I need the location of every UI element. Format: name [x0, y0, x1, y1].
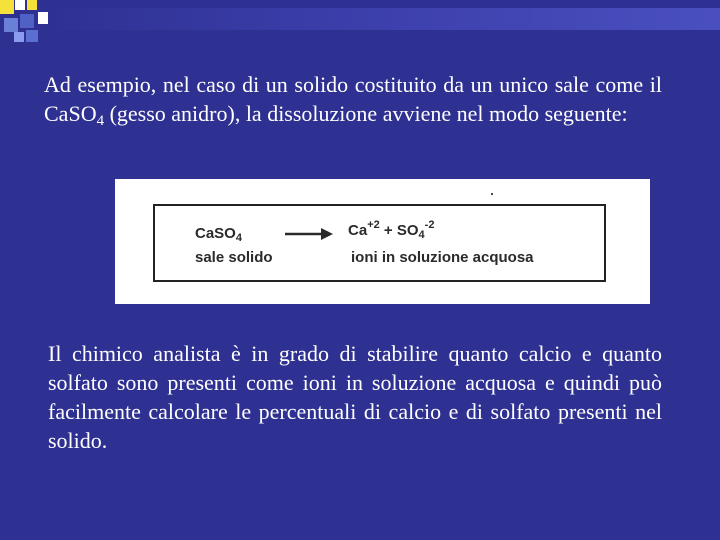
intro-text-after: (gesso anidro), la dissoluzione avviene nel modo seguente:: [104, 101, 628, 126]
analysis-paragraph: Il chimico analista è in grado di stabilire quanto calcio e quanto solfato sono presenti come ioni in soluzione acquosa e quindi può facilmente calcolare le percentuali di calcio e di solfato presenti nel solido.: [48, 341, 662, 453]
dissolution-figure: [115, 179, 650, 304]
decor-square: [4, 18, 18, 32]
anion-charge: -2: [424, 219, 435, 231]
title-band: [48, 8, 720, 30]
decor-square: [27, 0, 37, 10]
right-arrow-icon: [285, 226, 333, 242]
plus-sign: +: [379, 222, 397, 239]
anion-main: SO: [396, 222, 419, 239]
products-formula: [348, 219, 435, 241]
intro-text-before: Ad esempio, nel caso di un solido costituito da un unico sale come il Ca: [44, 72, 662, 126]
cation-charge: +2: [367, 219, 380, 231]
decor-square: [20, 14, 34, 28]
reactant-main: CaSO: [195, 225, 236, 242]
decor-square: [14, 32, 24, 42]
figure-frame: [153, 204, 606, 282]
scan-dot: [491, 193, 493, 195]
decor-square: [15, 0, 25, 10]
formula-main: SO: [68, 101, 97, 126]
cation: Ca: [348, 222, 368, 239]
reactant-label: sale solido: [195, 249, 273, 266]
intro-paragraph: [44, 70, 662, 128]
reactant-formula: [195, 225, 242, 242]
products-label: ioni in soluzione acquosa: [351, 249, 534, 266]
decor-square: [26, 30, 38, 42]
anion-subscript: 4: [418, 229, 425, 241]
decor-square: [0, 0, 14, 14]
reactant-subscript: 4: [235, 232, 242, 244]
formula-subscript: 4: [96, 113, 105, 129]
